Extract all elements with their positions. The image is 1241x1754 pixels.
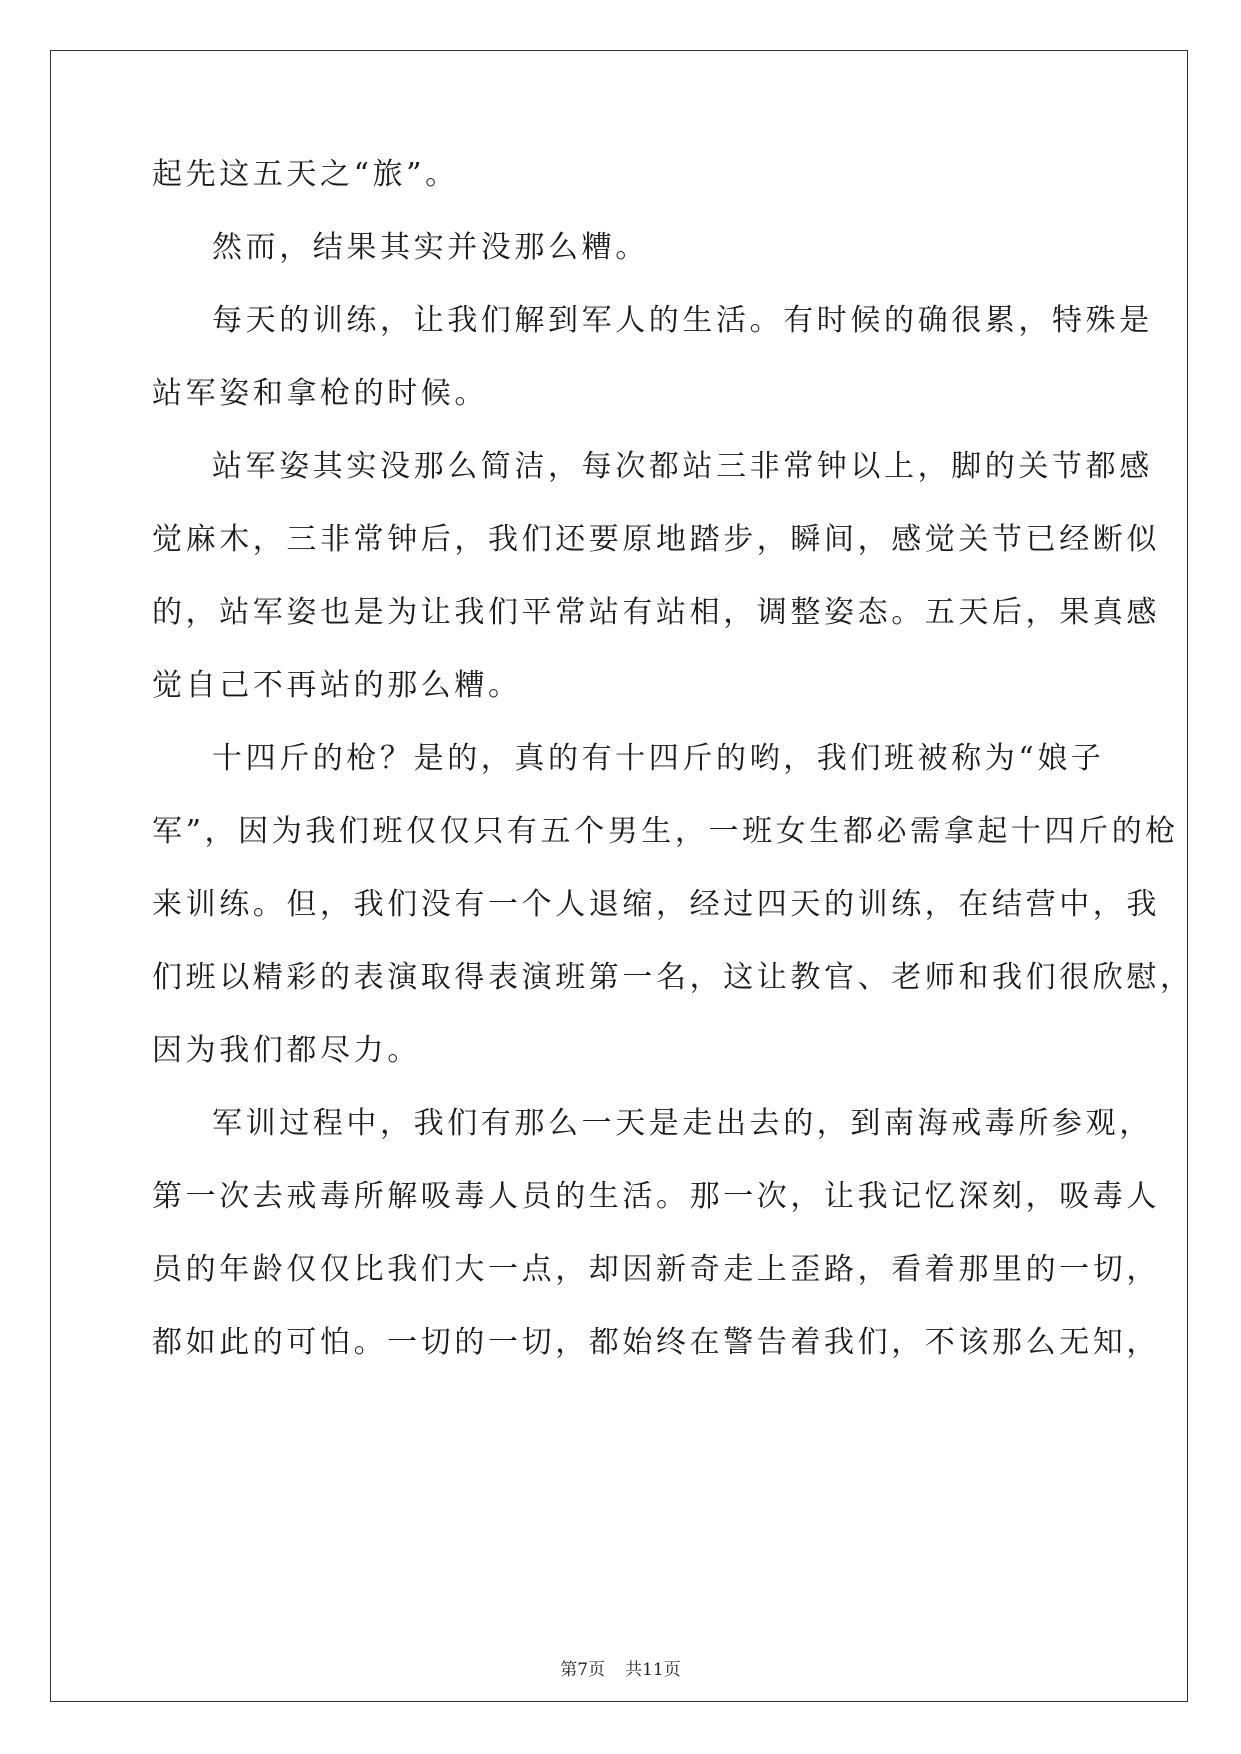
text-line: 然而，结果其实并没那么糟。 [212,230,649,265]
text-line: 第一次去戒毒所解吸毒人员的生活。那一次，让我记忆深刻，吸毒人 [152,1179,1160,1214]
text-line: 都如此的可怕。一切的一切，都始终在警告着我们，不该那么无知， [152,1325,1160,1360]
text-line: 站军姿和拿枪的时候。 [152,376,488,411]
page-frame [50,50,1194,1702]
text-line: 每天的训练，让我们解到军人的生活。有时候的确很累，特殊是 [212,303,1153,338]
text-line: 来训练。但，我们没有一个人退缩，经过四天的训练，在结营中，我 [152,887,1160,922]
page-footer [0,1658,1241,1682]
text-line: 员的年龄仅仅比我们大一点，却因新奇走上歪路，看着那里的一切， [152,1252,1160,1287]
text-line: 十四斤的枪？是的，真的有十四斤的哟，我们班被称为“娘子 [212,741,1105,776]
text-line: 站军姿其实没那么简洁，每次都站三非常钟以上，脚的关节都感 [212,449,1153,484]
page-number-current: 第7页 [560,1660,606,1680]
text-line: 因为我们都尽力。 [152,1033,421,1068]
text-line: 起先这五天之“旅”。 [152,157,459,192]
page-number-total: 共11页 [625,1660,681,1680]
text-line: 们班以精彩的表演取得表演班第一名，这让教官、老师和我们很欣慰， [152,960,1194,995]
text-line: 的，站军姿也是为让我们平常站有站相，调整姿态。五天后，果真感 [152,595,1160,630]
text-line: 军训过程中，我们有那么一天是走出去的，到南海戒毒所参观， [212,1106,1153,1141]
text-line: 觉麻木，三非常钟后，我们还要原地踏步，瞬间，感觉关节已经断似 [152,522,1160,557]
text-line: 觉自己不再站的那么糟。 [152,668,522,703]
text-line: 军”，因为我们班仅仅只有五个男生，一班女生都必需拿起十四斤的枪 [152,814,1179,849]
